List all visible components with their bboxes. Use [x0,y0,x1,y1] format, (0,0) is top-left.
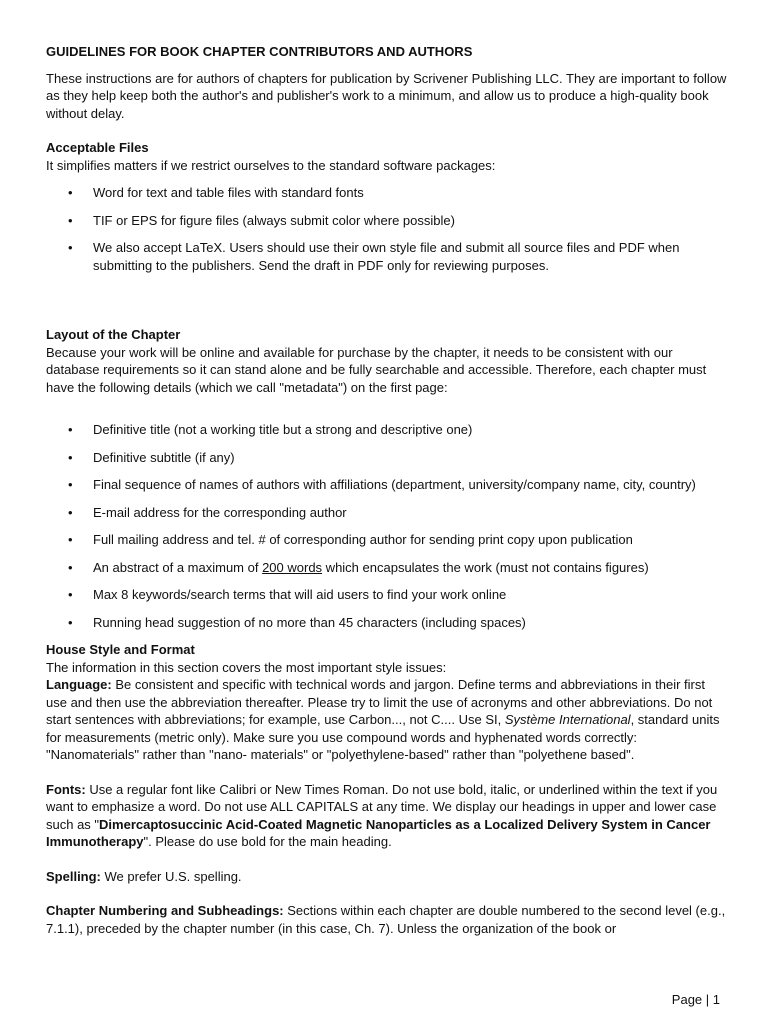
page-number: Page | 1 [671,992,720,1007]
abstract-text-post: which encapsulates the work (must not contains figures) [322,559,649,575]
numbering-paragraph [46,902,728,937]
acceptable-files-lead: It simplifies matters if we restrict ourselves to the standard software packages: [46,157,496,173]
house-style-heading: House Style and Format [46,642,195,657]
list-item: • Definitive subtitle (if any) [46,449,728,467]
language-text-2: , standard units for measurements (metric only). Make sure you use compound words and hyphenated words correctly: "Nanomaterials" rather than "nano- materials" or "polyethylene-based" rather than "polyethene based". [46,712,720,762]
metadata-list [46,421,728,631]
acceptable-files-heading: Acceptable Files [46,140,149,155]
list-item: • Full mailing address and tel. # of corresponding author for sending print copy upon publication [46,531,728,549]
spelling-paragraph [46,868,728,886]
numbering-label: Chapter Numbering and Subheadings: [46,903,284,918]
fonts-paragraph [46,781,728,851]
list-item: • Definitive title (not a working title but a strong and descriptive one) [46,421,728,439]
layout-lead: Because your work will be online and available for purchase by the chapter, it needs to be consistent with our database requirements so it can stand alone and be fully searchable and accessible. Therefore, each chapter must have the following details (which we call "metadata") on the first page: [46,344,707,395]
document-body [46,43,728,937]
list-item: • Word for text and table files with standard fonts [46,184,728,202]
list-item: • Running head suggestion of no more than 45 characters (including spaces) [46,614,728,632]
list-item-abstract [46,559,728,577]
abstract-text-pre: An abstract of a maximum of [93,559,263,575]
list-item: • We also accept LaTeX. Users should use their own style file and submit all source files and PDF when submitting to the publishers. Send the draft in PDF only for reviewing purposes. [46,239,728,274]
list-item: • TIF or EPS for figure files (always submit color where possible) [46,212,728,230]
document-title: GUIDELINES FOR BOOK CHAPTER CONTRIBUTORS AND AUTHORS [46,44,473,59]
fonts-example-heading: Dimercaptosuccinic Acid-Coated Magnetic Nanoparticles as a Localized Delivery System in Cancer Immunotherapy [46,816,711,849]
language-text-1: Be consistent and specific with technical words and jargon. Define terms and abbreviations in their first use and then use the abbreviation thereafter. Please try to limit the use of acronyms and other abbreviations. Do not start sentences with abbreviations; for example, use Carbon..., not C.... Use SI, [46,677,713,727]
fonts-text-2: ". Please do use bold for the main heading. [143,834,392,849]
spacer [46,284,728,326]
fonts-label: Fonts: [46,781,86,797]
layout-heading: Layout of the Chapter [46,327,181,342]
list-item: • E-mail address for the corresponding author [46,504,728,522]
list-item: • Max 8 keywords/search terms that will aid users to find your work online [46,586,728,604]
abstract-word-limit-link[interactable]: 200 words [262,559,323,575]
spelling-text: We prefer U.S. spelling. [100,868,242,884]
language-label: Language: [46,677,112,692]
numbering-text: Sections within each chapter are double numbered to the second level (e.g., 7.1.1), preceded by the chapter number (in this case, Ch. 7). Unless the organization of the book or [46,903,726,936]
house-style-lead: The information in this section covers the most important style issues: [46,659,447,675]
fonts-text-1: Use a regular font like Calibri or New Times Roman. Do not use bold, italic, or underlined within the text if you want to emphasize a word. Do not use ALL CAPITALS at any time. We display our headings in upper and lower case such as " [46,781,718,832]
spelling-label: Spelling: [46,868,101,884]
list-item: • Final sequence of names of authors with affiliations (department, university/company name, city, country) [46,476,728,494]
language-paragraph [46,676,728,764]
intro-paragraph: These instructions are for authors of chapters for publication by Scrivener Publishing LLC. They are important to follow as they help keep both the author's and publisher's work to a minimum, and allow us to produce a high-quality book without delay. [46,70,727,121]
language-italic: Système International [504,712,631,727]
acceptable-files-list [46,184,728,274]
